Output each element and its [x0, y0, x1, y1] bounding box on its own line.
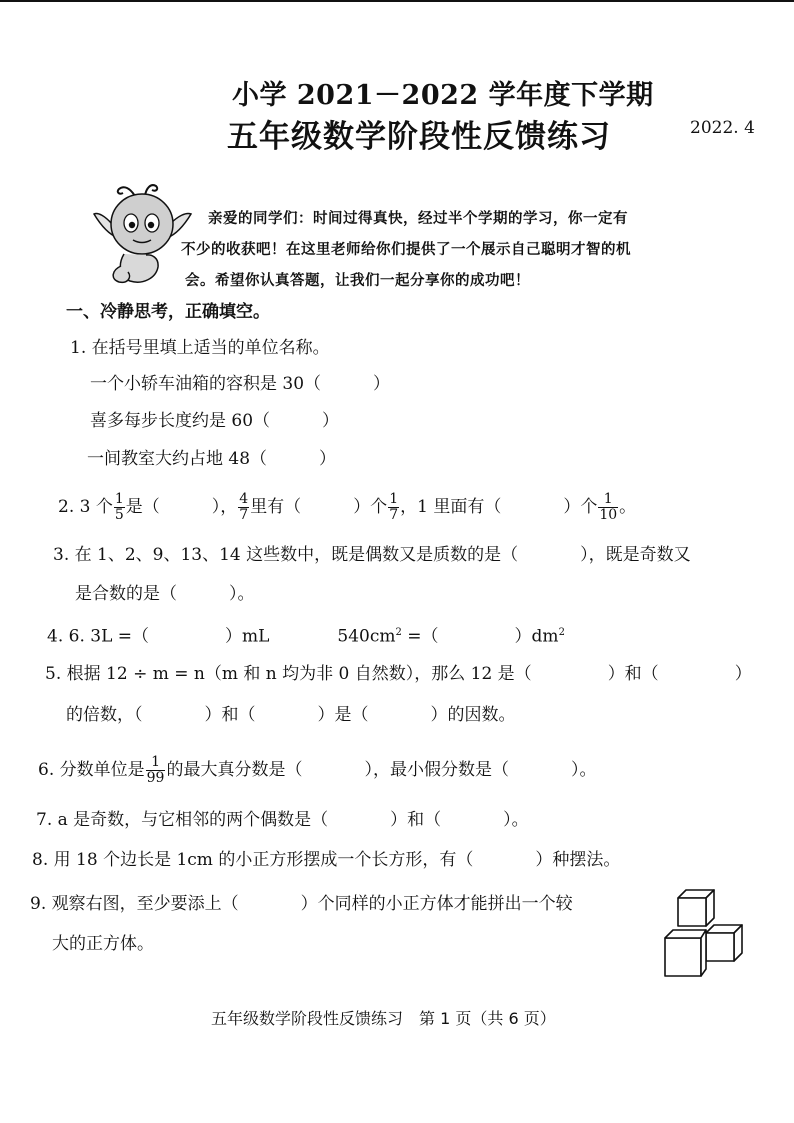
question-6	[38, 755, 596, 786]
question-1b-prefix: 喜多每步长度约是 60（	[90, 411, 271, 431]
question-7	[36, 808, 529, 832]
question-2-part-2: 是（	[125, 497, 160, 517]
fraction-numerator: 4	[239, 491, 249, 507]
question-1c-suffix: ）	[319, 449, 337, 469]
question-5-line-2	[66, 703, 516, 727]
question-4b-prefix: 540cm	[337, 626, 396, 647]
title-line-2: 五年级数学阶段性反馈练习	[227, 119, 611, 155]
question-5-prefix: 5. 根据 12 ÷ m = n（m 和 n 均为非 0 自然数），那么 12 是（	[45, 664, 532, 684]
question-3-line-1	[53, 543, 691, 567]
question-6-prefix: 6. 分数单位是	[38, 760, 145, 780]
intro-line-3: 会。希望你认真答题，让我们一起分享你的成功吧！	[185, 273, 530, 289]
fraction-denominator: 99	[146, 770, 165, 786]
question-1a	[90, 372, 390, 396]
fraction-denominator: 5	[114, 507, 124, 523]
fraction-denominator: 7	[239, 507, 249, 523]
title-line-1: 小学 2021－2022 学年度下学期	[232, 80, 654, 111]
question-4b-mid: =（	[401, 626, 439, 647]
question-9-suffix: ）个同样的小正方体才能拼出一个较	[300, 894, 573, 914]
question-5-suffix: ）	[734, 664, 752, 684]
question-7-mid: ）和（	[390, 810, 442, 830]
question-6-mid: 的最大真分数是（	[166, 760, 303, 780]
question-2-part-7: ）个	[563, 497, 598, 517]
fraction-numerator: 1	[389, 491, 399, 507]
question-8-prefix: 8. 用 18 个边长是 1cm 的小正方形摆成一个长方形，有（	[32, 850, 474, 870]
fraction-numerator: 1	[114, 491, 124, 507]
fraction-1-7	[388, 492, 399, 523]
superscript: 2	[558, 627, 565, 638]
question-6-suffix: ）。	[570, 760, 597, 780]
fraction-4-7	[238, 492, 249, 523]
question-3-suffix: ），既是奇数又	[580, 545, 691, 565]
question-2-part-5: ）个	[353, 497, 388, 517]
page-footer: 五年级数学阶段性反馈练习 第 1 页（共 6 页）	[211, 1009, 556, 1028]
question-1b	[90, 409, 339, 433]
fraction-1-5	[114, 492, 125, 523]
cube-stack-figure	[660, 888, 752, 980]
question-1-stem: 1. 在括号里填上适当的单位名称。	[70, 338, 330, 358]
question-4b-suffix: ）dm	[514, 626, 559, 647]
fraction-numerator: 1	[146, 755, 166, 771]
section-heading: 一、冷静思考，正确填空。	[66, 302, 270, 322]
fraction-numerator: 1	[598, 492, 618, 508]
alien-mascot-illustration	[88, 178, 196, 290]
question-2	[58, 492, 636, 523]
question-8	[32, 848, 620, 872]
question-9-line-1	[30, 892, 573, 916]
question-7-suffix: ）。	[503, 810, 529, 830]
question-8-suffix: ）种摆法。	[535, 850, 621, 870]
question-1c	[87, 447, 336, 471]
superscript: 2	[395, 627, 402, 638]
question-2-part-4: 里有（	[250, 497, 302, 517]
question-4	[47, 621, 565, 649]
exam-date: 2022. 4	[690, 118, 755, 138]
question-9-line-2: 大的正方体。	[52, 934, 154, 954]
question-3-line-2-prefix: 是合数的是（	[75, 584, 177, 604]
question-5-mid: ）和（	[607, 664, 659, 684]
question-5-line-2-part-3: ）是（	[317, 705, 369, 725]
fraction-denominator: 10	[599, 507, 618, 523]
question-4a-suffix: ）mL	[225, 626, 270, 647]
intro-line-1: 亲爱的同学们：时间过得真快，经过半个学期的学习，你一定有	[208, 211, 628, 227]
question-5-line-2-part-1: 的倍数，（	[66, 705, 143, 725]
intro-line-2: 不少的收获吧！在这里老师给你们提供了一个展示自己聪明才智的机	[181, 242, 631, 258]
question-3-line-2	[75, 582, 255, 606]
question-1b-suffix: ）	[322, 411, 340, 431]
question-4a-prefix: 4. 6. 3L =（	[47, 626, 149, 647]
question-7-prefix: 7. a 是奇数，与它相邻的两个偶数是（	[36, 810, 329, 830]
fraction-1-99	[146, 755, 166, 786]
fraction-denominator: 7	[389, 507, 399, 523]
question-2-part-8: 。	[619, 497, 637, 517]
question-2-part-3: ），	[211, 497, 238, 517]
intro-message	[181, 204, 755, 297]
top-border-line	[0, 0, 794, 2]
question-2-part-1: 2. 3 个	[58, 497, 113, 517]
question-5-line-1	[45, 662, 752, 686]
question-9-prefix: 9. 观察右图，至少要添上（	[30, 894, 239, 914]
fraction-1-10	[598, 492, 618, 523]
question-3-prefix: 3. 在 1、2、9、13、14 这些数中，既是偶数又是质数的是（	[53, 545, 519, 565]
question-5-line-2-part-2: ）和（	[204, 705, 256, 725]
question-1a-prefix: 一个小轿车油箱的容积是 30（	[90, 374, 322, 394]
question-1a-suffix: ）	[373, 374, 391, 394]
question-1c-prefix: 一间教室大约占地 48（	[87, 449, 268, 469]
question-6-mid2: ），最小假分数是（	[364, 760, 509, 780]
question-2-part-6: ，1 里面有（	[400, 497, 502, 517]
question-3-line-2-suffix: ）。	[229, 584, 255, 604]
question-5-line-2-part-4: ）的因数。	[430, 705, 516, 725]
